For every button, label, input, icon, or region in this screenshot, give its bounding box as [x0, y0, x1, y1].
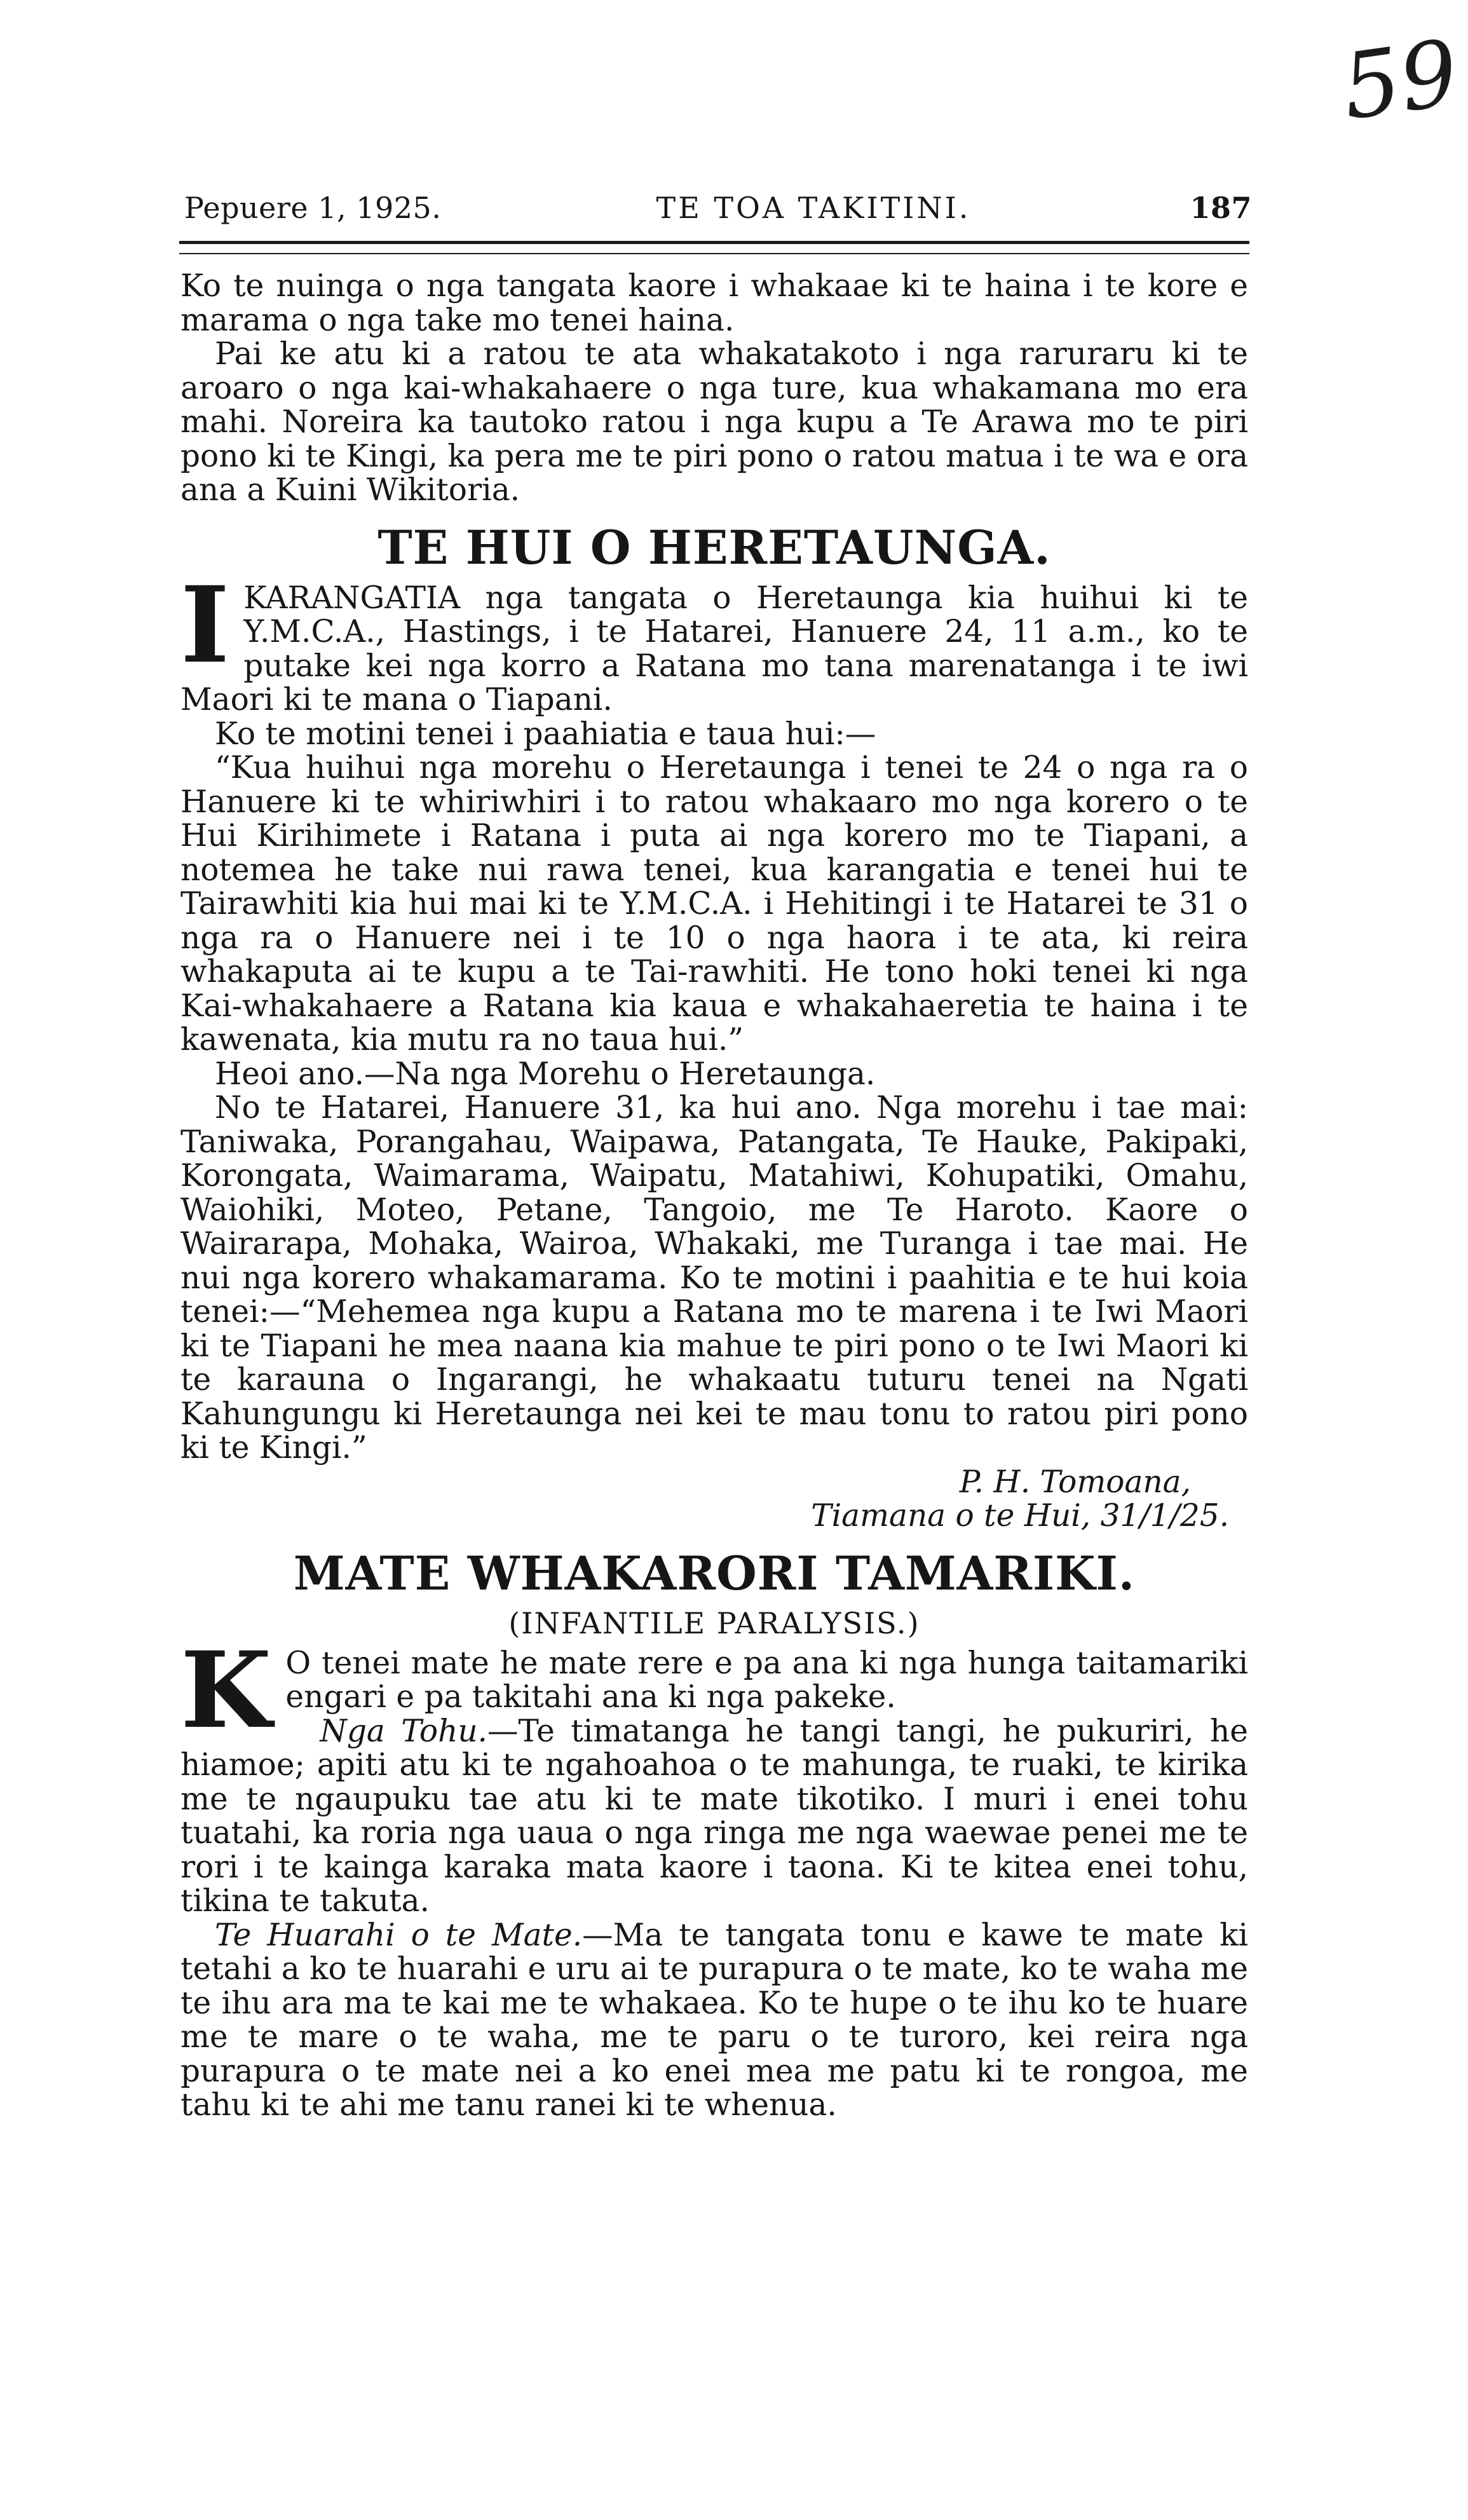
paragraph-label: Te Huarahi o te Mate.	[215, 1917, 583, 1953]
section-heading: MATE WHAKARORI TAMARIKI.	[293, 1546, 1136, 1601]
motion-quote: “Kua huihui nga morehu o Heretaunga i tenei te 24 o nga ra o Hanuere ki te whiriwhiri i to ratou whakaaro mo nga korero o te Hui Kirihimete i Ratana i puta ai nga korero mo te Tiapani, a notemea he take nui rawa tenei, kua karangatia e tenei hui te Tairawhiti kia hui mai ki te Y.M.C.A. i Hehitingi i te Hatarei te 31 o nga ra o Hanuere nei i te 10 o nga haora i te ata, ki reira whakaputa ai te kupu a te Tai-rawhiti. He tono hoki tenei ki nga Kai-whakahaere a Ratana kia kaua e whakahaeretia te haina i te kawenata, kia mutu ra no taua hui.”	[180, 750, 1248, 1058]
header-date: Pepuere 1, 1925.	[184, 191, 442, 225]
paragraph-label: Nga Tohu.	[320, 1713, 487, 1749]
paragraph-text: O tenei mate he mate rere e pa ana ki nga hunga taitamariki engari e pa takitahi ana ki nga pakeke.	[285, 1645, 1248, 1715]
intro-paragraph: Ko te nuinga o nga tangata kaore i whakaae ki te haina i te kore e marama o nga take mo tenei haina.	[180, 268, 1248, 338]
drop-cap: K	[180, 1628, 272, 1752]
section-paragraph	[180, 1715, 1248, 1919]
paragraph-text: KARANGATIA nga tangata o Heretaunga kia huihui ki te Y.M.C.A., Hastings, i te Hatarei, Hanuere 24, 11 a.m., ko te putake kei nga korro a Ratana mo tana marenatanga i te iwi Maori ki te mana o Tiapani.	[180, 580, 1248, 718]
handwritten-page-mark: 59	[1336, 20, 1465, 140]
publication-title: TE TOA TAKITINI.	[656, 191, 971, 225]
page-header	[184, 187, 1252, 225]
drop-cap: I	[180, 562, 230, 686]
section-paragraph	[180, 562, 1248, 718]
section-heading: TE HUI O HERETAUNGA.	[377, 520, 1051, 575]
header-rule	[179, 241, 1249, 254]
signature-name: P. H. Tomoana,	[959, 1464, 1191, 1500]
page-number: 187	[1190, 191, 1252, 225]
section-paragraph: Ko te motini tenei i paahiatia e taua hui:—	[215, 716, 876, 752]
section-paragraph	[180, 1919, 1248, 2123]
section-paragraph: No te Hatarei, Hanuere 31, ka hui ano. Nga morehu i tae mai: Taniwaka, Porangahau, Waipawa, Patangata, Te Hauke, Pakipaki, Korongata, Waimarama, Waipatu, Matahiwi, Kohupatiki, Omahu, Waiohiki, Moteo, Petane, Tangoio, me Te Haroto. Kaore o Wairarapa, Mohaka, Wairoa, Whakaki, me Turanga i tae mai. He nui nga korero whakamarama. Ko te motini i paahitia e te hui koia tenei:—“Mehemea nga kupu a Ratana mo te marena i te Iwi Maori ki te Tiapani he mea naana kia mahue te piri pono o te Iwi Maori ki te karauna o Ingarangi, he whakaatu tuturu tenei na Ngati Kahungungu ki Heretaunga nei kei te mau tonu to ratou piri pono ki te Kingi.”	[180, 1090, 1248, 1466]
paragraph-text: —Te timatanga he tangi tangi, he pukuriri, he hiamoe; apiti atu ki te ngahoahoa o te mahunga, te ruaki, te kirika me te ngaupuku tae atu ki te mate tikotiko. I muri i enei tohu tuatahi, ka roria nga uaua o nga ringa me nga waewae penei me te rori i te kainga karaka mata kaore i taona. Ki te kitea enei tohu, tikina te takuta.	[180, 1713, 1248, 1919]
signature-title: Tiamana o te Hui, 31/1/25.	[811, 1498, 1229, 1534]
paragraph-text: —Ma te tangata tonu e kawe te mate ki tetahi a ko te huarahi e uru ai te purapura o te mate, ko te waha me te ihu ara ma te kai me te whakaea. Ko te hupe o te ihu ko te huare me te mare o te waha, me te paru o te turoro, kei reira nga purapura o te mate nei a ko enei mea me patu ki te rongoa, me tahu ki te ahi me tanu ranei ki te whenua.	[180, 1917, 1248, 2123]
section-subtitle: (INFANTILE PARALYSIS.)	[508, 1605, 920, 1640]
intro-paragraph: Pai ke atu ki a ratou te ata whakatakoto i nga raruraru ki te aroaro o nga kai-whakahaere o nga ture, kua whakamana mo era mahi. Noreira ka tautoko ratou i nga kupu a Te Arawa mo te piri pono ki te Kingi, ka pera me te piri pono o ratou matua i te wa e ora ana a Kuini Wikitoria.	[180, 336, 1248, 508]
article-body	[180, 269, 1248, 2123]
section-paragraph: Heoi ano.—Na nga Morehu o Heretaunga.	[215, 1056, 876, 1092]
